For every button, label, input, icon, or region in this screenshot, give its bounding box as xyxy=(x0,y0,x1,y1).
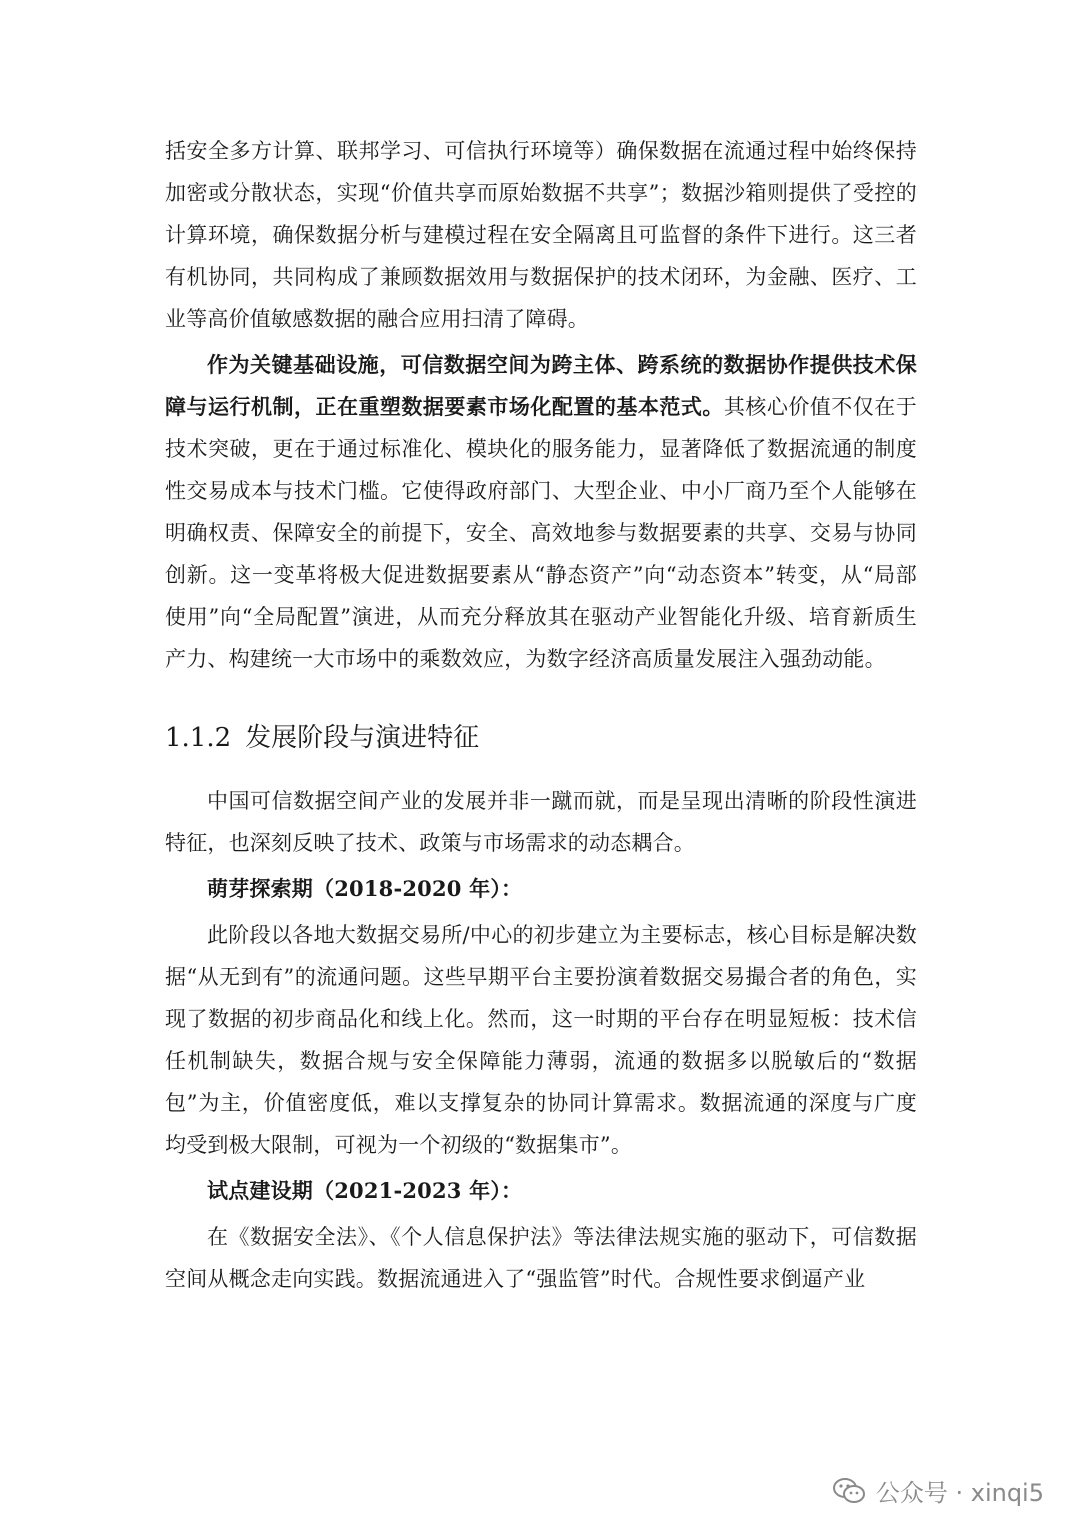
stage2-heading: 试点建设期（2021-2023 年）： xyxy=(207,1178,523,1203)
section-intro: 中国可信数据空间产业的发展并非一蹴而就，而是呈现出清晰的阶段性演进特征，也深刻反映了技术、政策与市场需求的动态耦合。 xyxy=(165,789,917,855)
section-number: 1.1.2 xyxy=(165,723,232,753)
stage1-text: 此阶段以各地大数据交易所/中心的初步建立为主要标志，核心目标是解决数据“从无到有”的流通问题。这些早期平台主要扮演着数据交易撮合者的角色，实现了数据的初步商品化和线上化。然而，这一时期的平台存在明显短板：技术信任机制缺失，数据合规与安全保障能力薄弱，流通的数据多以脱敏后的“数据包”为主，价值密度低，难以支撑复杂的协同计算需求。数据流通的深度与广度均受到极大限制，可视为一个初级的“数据集市”。 xyxy=(165,923,917,1157)
paragraph-1: 括安全多方计算、联邦学习、可信执行环境等）确保数据在流通过程中始终保持加密或分散状态，实现“价值共享而原始数据不共享”；数据沙箱则提供了受控的计算环境，确保数据分析与建模过程在安全隔离且可监督的条件下进行。这三者有机协同，共同构成了兼顾数据效用与数据保护的技术闭环，为金融、医疗、工业等高价值敏感数据的融合应用扫清了障碍。 xyxy=(165,139,917,331)
wechat-icon xyxy=(832,1476,866,1506)
paragraph-2 xyxy=(165,344,917,680)
section-heading xyxy=(165,718,917,758)
watermark-text: 公众号 · xinqi5 xyxy=(875,1479,1044,1507)
section-title: 发展阶段与演进特征 xyxy=(245,723,480,753)
document-page xyxy=(165,130,917,1300)
watermark xyxy=(832,1473,1044,1508)
stage1-heading: 萌芽探索期（2018-2020 年）： xyxy=(207,876,523,901)
paragraph-2-rest: 其核心价值不仅在于技术突破，更在于通过标准化、模块化的服务能力，显著降低了数据流通的制度性交易成本与技术门槛。它使得政府部门、大型企业、中小厂商乃至个人能够在明确权责、保障安全的前提下，安全、高效地参与数据要素的共享、交易与协同创新。这一变革将极大促进数据要素从“静态资产”向“动态资本”转变，从“局部使用”向“全局配置”演进，从而充分释放其在驱动产业智能化升级、培育新质生产力、构建统一大市场中的乘数效应，为数字经济高质量发展注入强劲动能。 xyxy=(165,395,917,671)
paragraph-2-bold-lead: 作为关键基础设施，可信数据空间为跨主体、跨系统的数据协作提供技术保障与运行机制，正在重塑数据要素市场化配置的基本范式。 xyxy=(165,352,917,419)
stage2-text: 在《数据安全法》、《个人信息保护法》等法律法规实施的驱动下，可信数据空间从概念走向实践。数据流通进入了“强监管”时代。合规性要求倒逼产业 xyxy=(165,1225,917,1291)
